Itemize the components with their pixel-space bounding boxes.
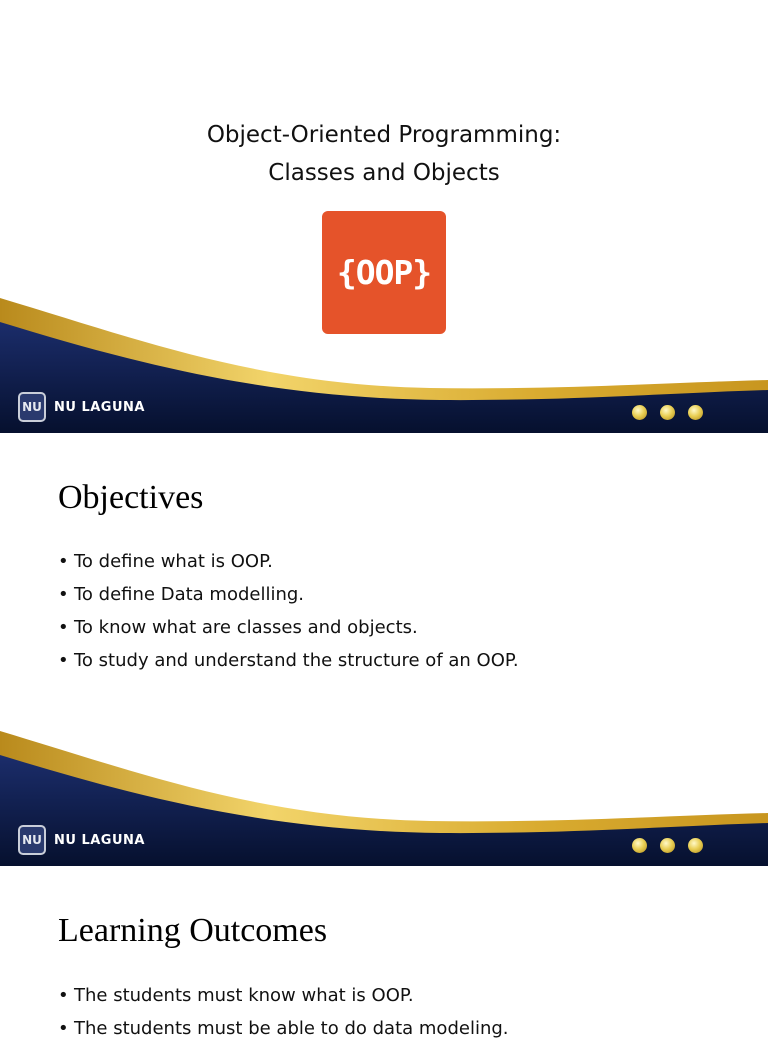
list-item: • To study and understand the structure of an OOP. bbox=[58, 644, 519, 677]
pager-dot-icon bbox=[660, 838, 675, 853]
pager-dot-icon bbox=[632, 838, 647, 853]
pager-dots bbox=[632, 838, 703, 853]
title-slide bbox=[0, 0, 768, 433]
learning-outcomes-slide bbox=[0, 866, 768, 1039]
title-line-2: Classes and Objects bbox=[268, 160, 500, 186]
oop-logo-text: {OOP} bbox=[336, 253, 432, 292]
list-item: • To define Data modelling. bbox=[58, 578, 519, 611]
pager-dot-icon bbox=[688, 838, 703, 853]
objectives-list bbox=[58, 545, 519, 677]
slide-title bbox=[0, 116, 768, 192]
pager-dot-icon bbox=[632, 405, 647, 420]
nu-seal-icon: NU bbox=[18, 392, 46, 422]
list-item: • The students must know what is OOP. bbox=[58, 979, 509, 1012]
oop-logo bbox=[322, 211, 446, 334]
nu-seal-icon: NU bbox=[18, 825, 46, 855]
footer-brand-text: NU LAGUNA bbox=[54, 832, 145, 848]
list-item: • To know what are classes and objects. bbox=[58, 611, 519, 644]
title-line-1: Object-Oriented Programming: bbox=[206, 122, 562, 148]
pager-dots bbox=[632, 405, 703, 420]
list-item: • To define what is OOP. bbox=[58, 545, 519, 578]
slide-heading: Objectives bbox=[58, 479, 204, 516]
footer-brand bbox=[18, 825, 145, 855]
pager-dot-icon bbox=[660, 405, 675, 420]
outcomes-list bbox=[58, 979, 509, 1045]
slide-heading: Learning Outcomes bbox=[58, 912, 328, 949]
pager-dot-icon bbox=[688, 405, 703, 420]
footer-brand-text: NU LAGUNA bbox=[54, 399, 145, 415]
footer-brand bbox=[18, 392, 145, 422]
objectives-slide bbox=[0, 433, 768, 866]
list-item: • The students must be able to do data modeling. bbox=[58, 1012, 509, 1045]
